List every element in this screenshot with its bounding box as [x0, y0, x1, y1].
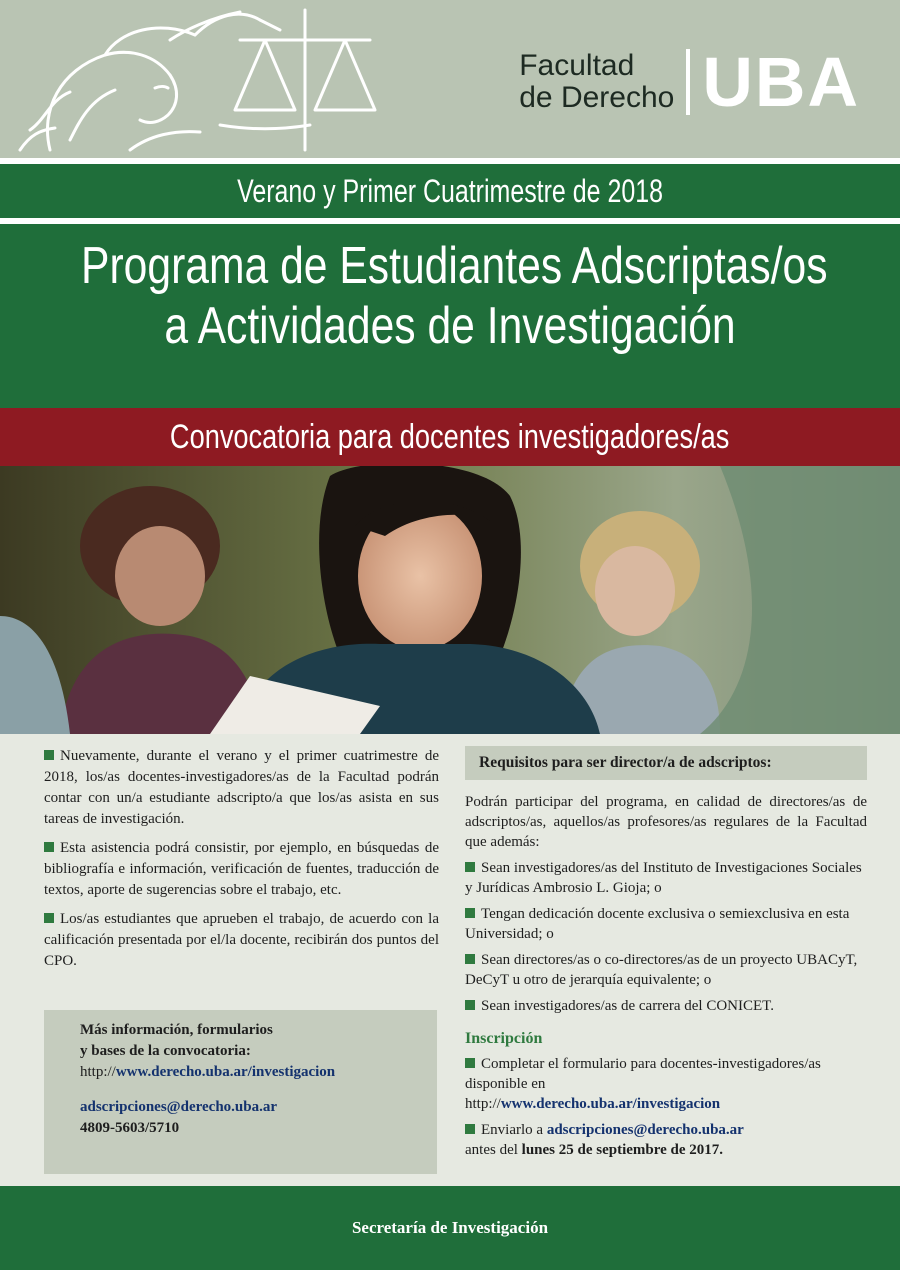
left-column [44, 746, 439, 980]
brand-line-2: de Derecho [519, 81, 675, 114]
info-phone: 4809-5603/5710 [80, 1120, 180, 1136]
paragraph-1-text: Nuevamente, durante el verano y el primer cuatrimestre de 2018, los/as docentes-investigadores/as de la Facultad podrán contar con un/a estudiante adscripto/a que los/as asista en sus tareas de investigación. [44, 748, 439, 827]
requirement-item [465, 996, 867, 1016]
paragraph-3 [44, 909, 439, 972]
info-line-1: Más información, formularios [80, 1022, 273, 1038]
info-url-link[interactable]: www.derecho.uba.ar/investigacion [115, 1064, 336, 1080]
requirement-item [465, 950, 867, 990]
header [0, 0, 900, 158]
body-section [0, 734, 900, 1186]
info-spacer [80, 1083, 430, 1097]
info-box [44, 1010, 437, 1174]
inscripcion-email-link[interactable]: adscripciones@derecho.uba.ar [546, 1122, 744, 1138]
brand-faculty [519, 50, 674, 114]
brand-line-1: Facultad [519, 49, 635, 82]
inscripcion-item-1 [465, 1054, 867, 1114]
requirement-item-text: Tengan dedicación docente exclusiva o semiexclusiva en esta Universidad; o [465, 906, 850, 942]
brand-uba: UBA [702, 43, 860, 121]
requirements-intro: Podrán participar del programa, en calidad de directores/as de adscriptos/as, aquellos/as profesores/as regulares de la Facultad que además: [465, 794, 867, 850]
title-block [0, 158, 900, 408]
brand-divider [686, 49, 690, 115]
inscripcion-deadline: lunes 25 de septiembre de 2017. [521, 1142, 724, 1158]
brand-logo [519, 44, 860, 120]
call-title: Convocatoria para docentes investigadores/as [170, 417, 730, 456]
inscripcion-item-2-mid: antes del [465, 1142, 518, 1158]
paragraph-3-text: Los/as estudiantes que aprueben el trabajo, de acuerdo con la calificación presentada por el/la docente, recibirán dos puntos del CPO. [44, 911, 439, 969]
info-email-link[interactable]: adscripciones@derecho.uba.ar [80, 1099, 278, 1115]
requirement-item-text: Sean investigadores/as de carrera del CONICET. [481, 998, 774, 1014]
info-content [80, 1020, 430, 1139]
call-band [0, 408, 900, 466]
bullet-square-icon [44, 842, 54, 852]
inscripcion-url-prefix: http:// [465, 1096, 501, 1112]
bullet-square-icon [44, 750, 54, 760]
paragraph-2 [44, 838, 439, 901]
info-url[interactable] [80, 1062, 430, 1083]
main-title [0, 236, 900, 356]
bullet-square-icon [44, 913, 54, 923]
inscripcion-item-1-text: Completar el formulario para docentes-investigadores/as disponible en [465, 1056, 821, 1092]
bullet-square-icon [465, 1000, 475, 1010]
paragraph-1 [44, 746, 439, 830]
bullet-square-icon [465, 908, 475, 918]
footer-text: Secretaría de Investigación [351, 1218, 549, 1237]
subtitle-band [0, 158, 900, 224]
bullet-square-icon [465, 1124, 475, 1134]
paragraph-2-text: Esta asistencia podrá consistir, por ejemplo, en búsquedas de bibliografía e información, verificación de fuentes, traducción de textos, aporte de sugerencias sobre el trabajo, etc. [44, 840, 439, 898]
requirement-item-text: Sean directores/as o co-directores/as de un proyecto UBACyT, DeCyT u otro de jerarquía equivalente; o [465, 952, 858, 988]
info-url-prefix: http:// [80, 1064, 116, 1080]
inscripcion-item-2-prefix: Enviarlo a [481, 1122, 544, 1138]
inscripcion-url-link[interactable]: www.derecho.uba.ar/investigacion [500, 1096, 721, 1112]
inscripcion-item-2 [465, 1120, 867, 1160]
bullet-square-icon [465, 862, 475, 872]
bullet-square-icon [465, 954, 475, 964]
requirement-item [465, 904, 867, 944]
footer [0, 1186, 900, 1270]
requirement-item [465, 858, 867, 898]
right-column [465, 746, 867, 1166]
students-photo [0, 466, 900, 734]
inscripcion-title: Inscripción [465, 1030, 543, 1047]
requirement-item-text: Sean investigadores/as del Instituto de Investigaciones Sociales y Jurídicas Ambrosio L. Gioja; o [465, 860, 862, 896]
main-title-line-1: Programa de Estudiantes Adscriptas/os [81, 237, 828, 295]
justice-illustration-icon [10, 0, 440, 158]
requirements-header: Requisitos para ser director/a de adscriptos: [465, 746, 867, 780]
subtitle: Verano y Primer Cuatrimestre de 2018 [237, 172, 663, 209]
info-line-2: y bases de la convocatoria: [80, 1043, 251, 1059]
bullet-square-icon [465, 1058, 475, 1068]
main-title-line-2: a Actividades de Investigación [164, 297, 736, 355]
